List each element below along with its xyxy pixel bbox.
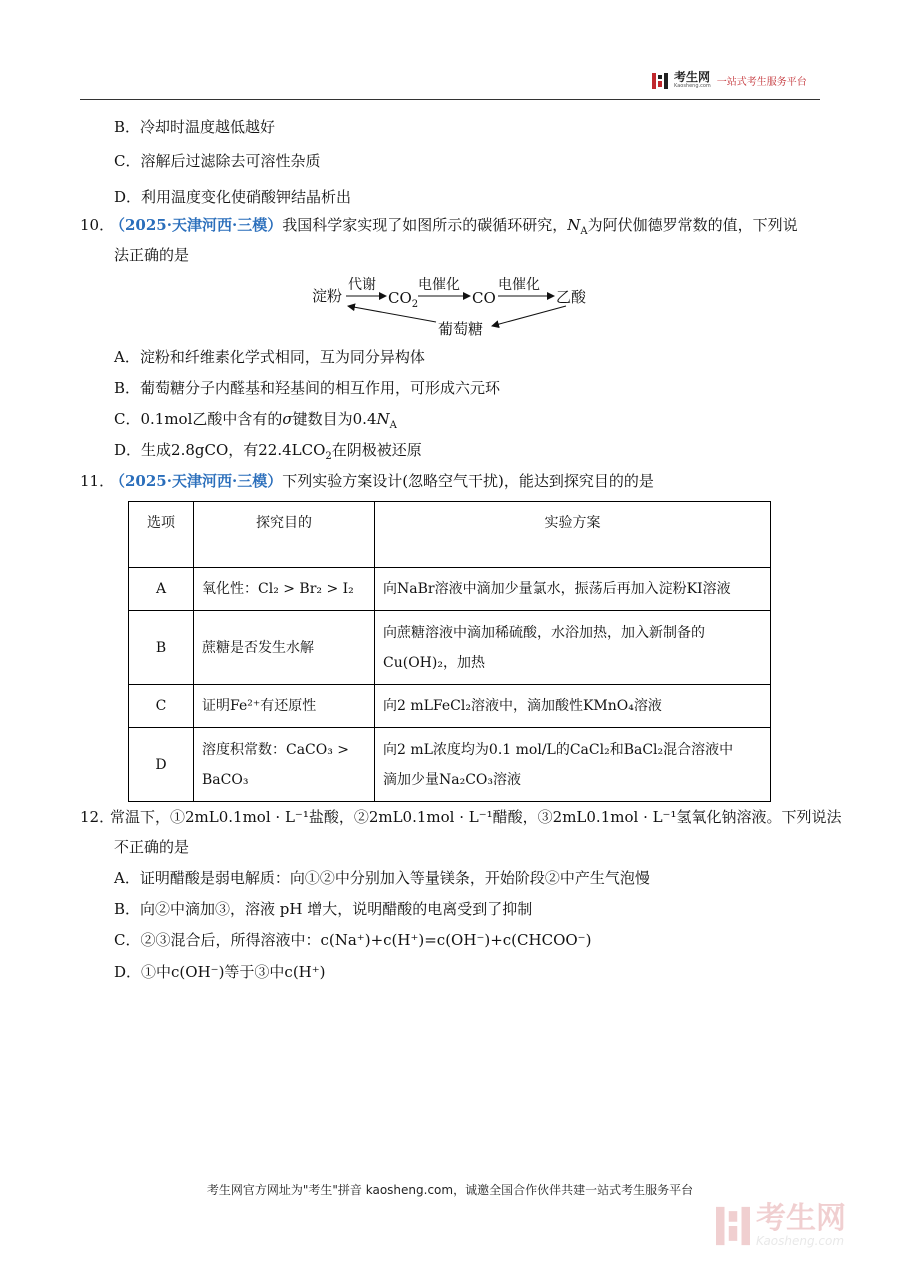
table-header-option: 选项: [129, 502, 194, 568]
logo-subtext: Kaosheng.com: [674, 83, 711, 89]
watermark-text: 考生网: [756, 1201, 846, 1236]
site-logo: [652, 72, 807, 89]
watermark: [716, 1201, 846, 1248]
experiment-table: [128, 501, 771, 802]
diagram-acetic-acid: 乙酸: [556, 288, 587, 306]
table-row: [129, 685, 771, 728]
row-d-purpose: [194, 728, 375, 802]
row-b-plan: [375, 611, 771, 685]
row-b-plan-line2: Cu(OH)₂，加热: [383, 654, 485, 671]
watermark-logo-icon: [716, 1206, 750, 1246]
q12-stem-line2: 不正确的是: [114, 838, 190, 856]
watermark-subtext: Kaosheng.com: [756, 1234, 845, 1248]
q10-d-post: 在阴极被还原: [331, 441, 422, 459]
q10-option-d: [114, 440, 422, 467]
q10-na: N: [567, 216, 581, 234]
page-footer: 考生网官方网址为"考生"拼音 kaosheng.com，诚邀全国合作伙伴共建一站式考生服务平台: [206, 1183, 694, 1197]
row-d-purpose-line2: BaCO₃: [202, 771, 249, 788]
q9-option-d: D．利用温度变化使硝酸钾结晶析出: [114, 188, 352, 206]
q12-stem: 常温下，①2mL0.1mol · L⁻¹盐酸，②2mL0.1mol · L⁻¹醋酸，③2mL0.1mol · L⁻¹氢氧化钠溶液。下列说法: [110, 808, 842, 826]
q10-stem-b: 为阿伏伽德罗常数的值，下列说: [587, 216, 798, 234]
diagram-co: CO: [472, 289, 496, 307]
q10-c-pre: C．0.1mol乙酸中含有的: [114, 410, 283, 428]
row-d-purpose-line1: 溶度积常数：CaCO₃ >: [202, 741, 350, 758]
q10-c-na: N: [376, 410, 390, 428]
row-b-option: B: [129, 611, 194, 685]
row-d-plan: [375, 728, 771, 802]
logo-icon: [652, 73, 668, 89]
diagram-co2-text: CO: [388, 289, 412, 307]
q12-option-d: D．①中c(OH⁻)等于③中c(H⁺): [114, 963, 326, 981]
table-row: [129, 728, 771, 802]
arrow-glucose-starch: [348, 306, 436, 322]
row-c-purpose: 证明Fe²⁺有还原性: [194, 685, 375, 728]
q11-stem: [110, 471, 654, 491]
q10-c-na-sub: A: [389, 420, 397, 431]
row-d-plan-line2: 滴加少量Na₂CO₃溶液: [383, 771, 522, 788]
row-a-plan: 向NaBr溶液中滴加少量氯水，振荡后再加入淀粉KI溶液: [375, 568, 771, 611]
diagram-co2-sub: 2: [411, 299, 419, 310]
diagram-arrow3-label: 电催化: [498, 277, 540, 293]
q11-number: 11．: [80, 472, 115, 490]
logo-wordmark: [674, 72, 711, 89]
row-c-plan: 向2 mLFeCl₂溶液中，滴加酸性KMnO₄溶液: [375, 685, 771, 728]
q10-na-sub: A: [580, 226, 588, 237]
q12-option-b: B．向②中滴加③，溶液 pH 增大，说明醋酸的电离受到了抑制: [114, 900, 533, 918]
q11-source: （2025·天津河西·三模）: [110, 472, 283, 490]
diagram-arrow1-label: 代谢: [348, 277, 376, 293]
row-c-option: C: [129, 685, 194, 728]
header-divider: [80, 99, 820, 100]
q10-source: （2025·天津河西·三模）: [110, 216, 283, 234]
q12-option-c: C．②③混合后，所得溶液中：c(Na⁺)+c(H⁺)=c(OH⁻)+c(CHCOO⁻): [114, 931, 592, 949]
row-d-option: D: [129, 728, 194, 802]
q10-option-c: [114, 409, 397, 436]
q10-option-a: A．淀粉和纤维素化学式相同，互为同分异构体: [114, 348, 425, 366]
q11-stem-text: 下列实验方案设计(忽略空气干扰)，能达到探究目的的是: [282, 472, 654, 490]
q10-d-sub: 2: [325, 451, 332, 462]
table-row: [129, 611, 771, 685]
q10-c-post: 键数目为0.4: [292, 410, 377, 428]
row-d-plan-line1: 向2 mL浓度均为0.1 mol/L的CaCl₂和BaCl₂混合溶液中: [383, 741, 734, 758]
arrow-acetic-glucose: [492, 306, 566, 326]
row-a-option: A: [129, 568, 194, 611]
table-header-row: [129, 502, 771, 568]
header-slogan: 一站式考生服务平台: [716, 77, 807, 88]
q10-option-b: B．葡萄糖分子内醛基和羟基间的相互作用，可形成六元环: [114, 379, 501, 397]
watermark-wordmark: [756, 1201, 846, 1248]
q10-number: 10．: [80, 216, 115, 234]
q9-option-c: C．溶解后过滤除去可溶性杂质: [114, 152, 321, 170]
diagram-arrow2-label: 电催化: [418, 277, 460, 293]
q10-stem-a: 我国科学家实现了如图所示的碳循环研究，: [282, 216, 568, 234]
logo-text: 考生网: [674, 70, 711, 84]
row-a-purpose: 氧化性：Cl₂ > Br₂ > I₂: [194, 568, 375, 611]
table-header-purpose: 探究目的: [194, 502, 375, 568]
q10-d-pre: D．生成2.8gCO，有22.4LCO: [114, 441, 326, 459]
q10-c-sigma: σ: [282, 410, 293, 428]
diagram-starch: 淀粉: [312, 287, 343, 305]
table-row: [129, 568, 771, 611]
q10-stem: [110, 215, 798, 242]
row-b-plan-line1: 向蔗糖溶液中滴加稀硫酸，水浴加热，加入新制备的: [383, 624, 705, 641]
row-b-purpose: 蔗糖是否发生水解: [194, 611, 375, 685]
q10-stem-line2: 法正确的是: [114, 246, 190, 264]
diagram-glucose: 葡萄糖: [438, 320, 484, 338]
q12-number: 12．: [80, 808, 115, 826]
q12-option-a: A．证明醋酸是弱电解质：向①②中分别加入等量镁条，开始阶段②中产生气泡慢: [114, 869, 650, 887]
diagram-arrows: [300, 280, 600, 340]
q9-option-b: B．冷却时温度越低越好: [114, 118, 276, 136]
table-header-plan: 实验方案: [375, 502, 771, 568]
